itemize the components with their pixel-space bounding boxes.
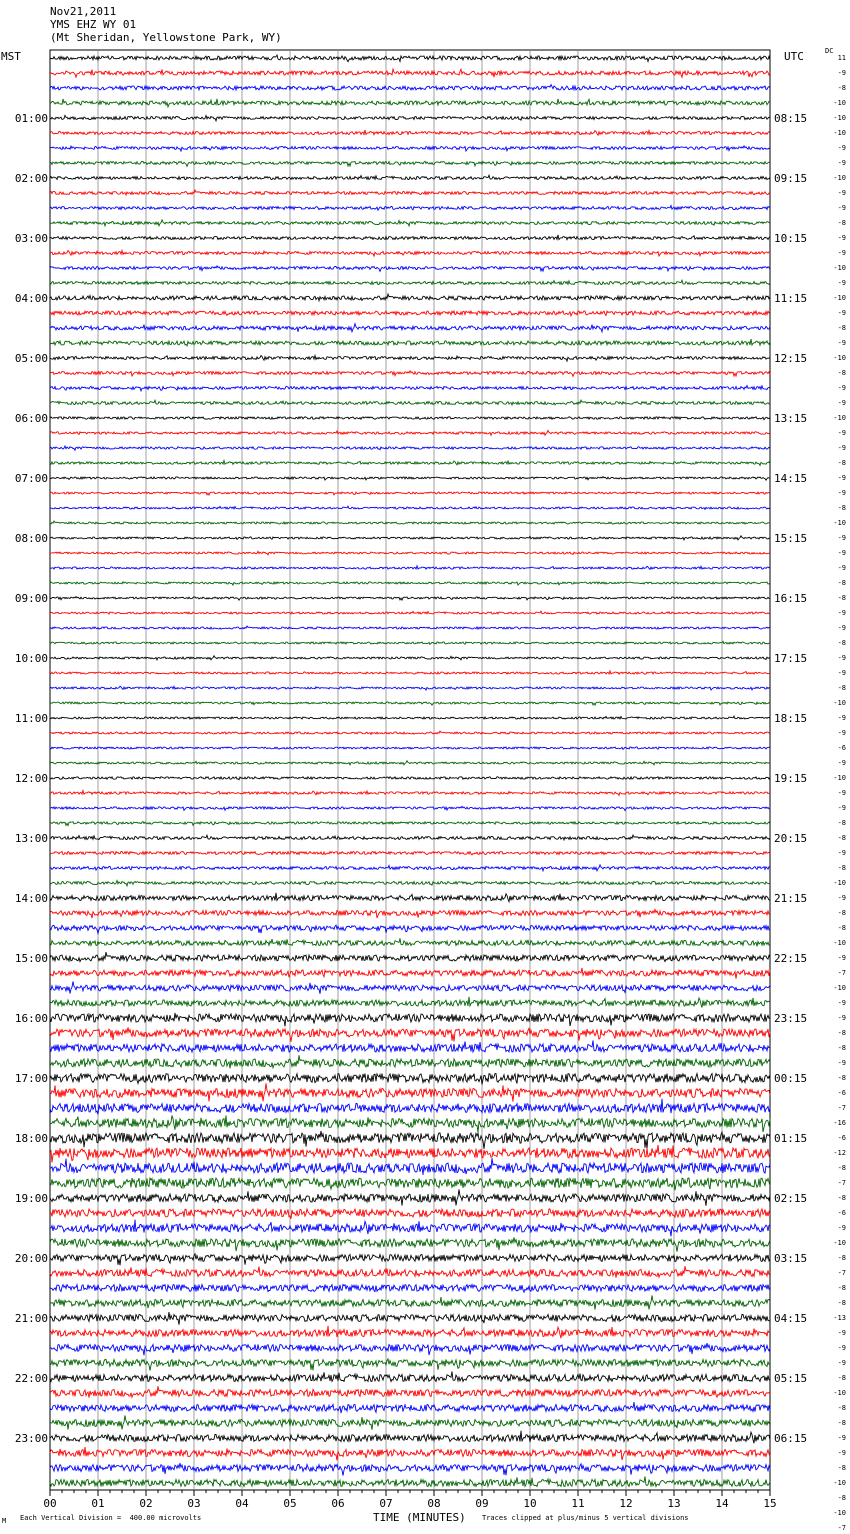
utc-hour-label: 16:15 xyxy=(774,592,808,605)
dc-offset-label: -10 xyxy=(833,1389,846,1397)
dc-offset-label: -9 xyxy=(837,669,846,677)
trace-line xyxy=(50,175,770,179)
trace-line xyxy=(50,280,770,284)
dc-offset-label: -9 xyxy=(837,1344,846,1352)
dc-offset-label: -7 xyxy=(837,1179,846,1187)
dc-offset-label: -8 xyxy=(837,1284,846,1292)
mst-hour-label: 23:00 xyxy=(14,1432,48,1445)
plot-frame xyxy=(50,50,770,1490)
dc-offset-label: -7 xyxy=(837,969,846,977)
trace-line xyxy=(50,521,770,524)
trace-line xyxy=(50,582,770,585)
dc-offset-label: -10 xyxy=(833,1479,846,1487)
dc-offset-label: -9 xyxy=(837,144,846,152)
dc-offset-label: -8 xyxy=(837,834,846,842)
dc-offset-label: -10 xyxy=(833,99,846,107)
dc-offset-label: -10 xyxy=(833,984,846,992)
dc-offset-label: -8 xyxy=(837,369,846,377)
dc-offset-label: -9 xyxy=(837,1449,846,1457)
trace-line xyxy=(50,1027,770,1041)
trace-line xyxy=(50,731,770,734)
trace-line xyxy=(50,881,770,886)
dc-offset-label: -9 xyxy=(837,534,846,542)
dc-offset-label: -9 xyxy=(837,189,846,197)
dc-offset-label: -10 xyxy=(833,1239,846,1247)
dc-offset-label: -9 xyxy=(837,759,846,767)
clip-note: Traces clipped at plus/minus 5 vertical divisions xyxy=(482,1514,689,1522)
mst-hour-label: 06:00 xyxy=(14,412,48,425)
trace-line xyxy=(50,656,770,660)
dc-offset-label: -9 xyxy=(837,714,846,722)
dc-offset-label: -9 xyxy=(837,804,846,812)
trace-line xyxy=(50,161,770,166)
dc-offset-label: -8 xyxy=(837,219,846,227)
dc-offset-label: -9 xyxy=(837,204,846,212)
trace-line xyxy=(50,1115,770,1132)
trace-line xyxy=(50,852,770,855)
dc-offset-label: -8 xyxy=(837,504,846,512)
utc-hour-label: 18:15 xyxy=(774,712,808,725)
trace-line xyxy=(50,1266,770,1278)
dc-offset-label: -9 xyxy=(837,249,846,257)
dc-offset-label: -9 xyxy=(837,654,846,662)
dc-offset-label: -9 xyxy=(837,159,846,167)
x-tick-label: 04 xyxy=(235,1497,249,1510)
mst-hour-label: 01:00 xyxy=(14,112,48,125)
mst-hour-label: 09:00 xyxy=(14,592,48,605)
trace-line xyxy=(50,1477,770,1487)
trace-line xyxy=(50,1402,770,1413)
dc-offset-label: -10 xyxy=(833,519,846,527)
trace-line xyxy=(50,446,770,450)
dc-offset-label: -10 xyxy=(833,414,846,422)
dc-offset-label: -9 xyxy=(837,309,846,317)
dc-offset-label: -8 xyxy=(837,1254,846,1262)
x-tick-label: 13 xyxy=(667,1497,681,1510)
trace-line xyxy=(50,893,770,902)
trace-line xyxy=(50,597,770,601)
trace-line xyxy=(50,1131,770,1149)
dc-offset-label: -8 xyxy=(837,579,846,587)
scale-prefix: M xyxy=(2,1517,7,1525)
dc-offset-label: -8 xyxy=(837,594,846,602)
x-tick-label: 03 xyxy=(187,1497,201,1510)
dc-offset-label: -10 xyxy=(833,264,846,272)
dc-offset-label: -9 xyxy=(837,234,846,242)
trace-line xyxy=(50,506,770,509)
dc-offset-label: -10 xyxy=(833,939,846,947)
dc-offset-label: -9 xyxy=(837,1014,846,1022)
utc-hour-label: 09:15 xyxy=(774,172,808,185)
trace-line xyxy=(50,430,770,435)
trace-line xyxy=(50,339,770,346)
trace-line xyxy=(50,822,770,826)
mst-hour-label: 21:00 xyxy=(14,1312,48,1325)
dc-offset-header: DC xyxy=(825,47,834,55)
trace-line xyxy=(50,235,770,240)
trace-line xyxy=(50,146,770,151)
utc-hour-label: 06:15 xyxy=(774,1432,808,1445)
dc-offset-label: -7 xyxy=(837,1104,846,1112)
trace-line xyxy=(50,968,770,979)
trace-line xyxy=(50,85,770,91)
dc-offset-label: -9 xyxy=(837,474,846,482)
x-tick-label: 00 xyxy=(43,1497,57,1510)
trace-line xyxy=(50,925,770,933)
dc-offset-label: -16 xyxy=(833,1119,846,1127)
mst-hour-label: 08:00 xyxy=(14,532,48,545)
x-tick-label: 08 xyxy=(427,1497,441,1510)
trace-line xyxy=(50,1343,770,1355)
x-tick-label: 09 xyxy=(475,1497,489,1510)
trace-line xyxy=(50,1237,770,1251)
utc-hour-label: 03:15 xyxy=(774,1252,808,1265)
utc-hour-label: 17:15 xyxy=(774,652,808,665)
trace-line xyxy=(50,791,770,796)
trace-line xyxy=(50,777,770,780)
utc-hour-label: 13:15 xyxy=(774,412,808,425)
trace-line xyxy=(50,1386,770,1398)
trace-line xyxy=(50,982,770,994)
trace-line xyxy=(50,611,770,614)
mst-hour-label: 17:00 xyxy=(14,1072,48,1085)
dc-offset-label: -10 xyxy=(833,294,846,302)
dc-offset-label: -8 xyxy=(837,1464,846,1472)
trace-line xyxy=(50,251,770,257)
dc-offset-label: -10 xyxy=(833,699,846,707)
trace-line xyxy=(50,1296,770,1310)
dc-offset-label: -10 xyxy=(833,354,846,362)
dc-offset-label: -10 xyxy=(833,174,846,182)
utc-hour-label: 19:15 xyxy=(774,772,808,785)
dc-offset-label: -10 xyxy=(833,879,846,887)
dc-offset-label: -9 xyxy=(837,849,846,857)
trace-line xyxy=(50,206,770,211)
dc-offset-label: -9 xyxy=(837,1359,846,1367)
trace-line xyxy=(50,1189,770,1205)
trace-line xyxy=(50,190,770,195)
x-tick-label: 14 xyxy=(715,1497,729,1510)
dc-offset-label: -9 xyxy=(837,1059,846,1067)
mst-hour-label: 13:00 xyxy=(14,832,48,845)
dc-offset-label: -8 xyxy=(837,1029,846,1037)
trace-line xyxy=(50,1074,770,1085)
utc-hour-label: 20:15 xyxy=(774,832,808,845)
dc-offset-label: -6 xyxy=(837,1089,846,1097)
mst-hour-label: 14:00 xyxy=(14,892,48,905)
mst-hour-label: 16:00 xyxy=(14,1012,48,1025)
utc-hour-label: 02:15 xyxy=(774,1192,808,1205)
dc-offset-label: -7 xyxy=(837,1524,846,1532)
trace-line xyxy=(50,1041,770,1053)
trace-line xyxy=(50,1209,770,1219)
x-tick-label: 12 xyxy=(619,1497,633,1510)
dc-offset-label: -12 xyxy=(833,1149,846,1157)
utc-hour-label: 21:15 xyxy=(774,892,808,905)
trace-line xyxy=(50,1416,770,1430)
right-timezone-label: UTC xyxy=(784,50,804,63)
dc-offset-label: -9 xyxy=(837,339,846,347)
dc-offset-label: -8 xyxy=(837,684,846,692)
dc-offset-label: -9 xyxy=(837,1329,846,1337)
utc-hour-label: 05:15 xyxy=(774,1372,808,1385)
x-tick-label: 10 xyxy=(523,1497,537,1510)
utc-hour-label: 12:15 xyxy=(774,352,808,365)
dc-offset-label: -8 xyxy=(837,1044,846,1052)
dc-offset-label: -13 xyxy=(833,1314,846,1322)
mst-hour-label: 11:00 xyxy=(14,712,48,725)
trace-line xyxy=(50,1447,770,1460)
trace-line xyxy=(50,1013,770,1026)
trace-line xyxy=(50,626,770,629)
dc-offset-label: -9 xyxy=(837,564,846,572)
dc-offset-label: -10 xyxy=(833,114,846,122)
utc-hour-label: 01:15 xyxy=(774,1132,808,1145)
dc-offset-label: -9 xyxy=(837,954,846,962)
dc-offset-label: -9 xyxy=(837,429,846,437)
dc-offset-label: -8 xyxy=(837,909,846,917)
mst-hour-label: 03:00 xyxy=(14,232,48,245)
mst-hour-label: 18:00 xyxy=(14,1132,48,1145)
left-timezone-label: MST xyxy=(1,50,21,63)
trace-line xyxy=(50,747,770,749)
mst-hour-label: 22:00 xyxy=(14,1372,48,1385)
dc-offset-label: -8 xyxy=(837,459,846,467)
x-tick-label: 06 xyxy=(331,1497,345,1510)
trace-line xyxy=(50,371,770,376)
trace-line xyxy=(50,99,770,107)
dc-offset-label: -6 xyxy=(837,744,846,752)
trace-line xyxy=(50,417,770,420)
utc-hour-label: 11:15 xyxy=(774,292,808,305)
mst-hour-label: 15:00 xyxy=(14,952,48,965)
dc-offset-label: -9 xyxy=(837,279,846,287)
mst-hour-label: 10:00 xyxy=(14,652,48,665)
dc-offset-label: -6 xyxy=(837,1209,846,1217)
dc-offset-label: -8 xyxy=(837,1494,846,1502)
trace-line xyxy=(50,806,770,810)
trace-line xyxy=(50,311,770,316)
dc-offset-label: -8 xyxy=(837,819,846,827)
chart-date: Nov21,2011 xyxy=(50,5,117,18)
dc-offset-label: -8 xyxy=(837,1194,846,1202)
dc-offset-label: -8 xyxy=(837,1074,846,1082)
trace-line xyxy=(50,702,770,706)
dc-offset-label: -10 xyxy=(833,129,846,137)
trace-line xyxy=(50,69,770,77)
trace-line xyxy=(50,324,770,332)
trace-line xyxy=(50,266,770,271)
utc-hour-label: 08:15 xyxy=(774,112,808,125)
trace-line xyxy=(50,386,770,391)
trace-line xyxy=(50,1431,770,1443)
dc-offset-label: -8 xyxy=(837,924,846,932)
trace-line xyxy=(50,1312,770,1325)
dc-offset-label: -9 xyxy=(837,729,846,737)
dc-offset-label: -8 xyxy=(837,1404,846,1412)
trace-line xyxy=(50,1055,770,1068)
dc-offset-label: -10 xyxy=(833,1509,846,1517)
trace-line xyxy=(50,1463,770,1476)
trace-line xyxy=(50,55,770,62)
trace-line xyxy=(50,952,770,962)
trace-line xyxy=(50,910,770,919)
dc-offset-label: -9 xyxy=(837,69,846,77)
dc-offset-label: -9 xyxy=(837,609,846,617)
trace-line xyxy=(50,1254,770,1265)
dc-offset-label: -9 xyxy=(837,999,846,1007)
dc-offset-label: -8 xyxy=(837,84,846,92)
mst-hour-label: 05:00 xyxy=(14,352,48,365)
trace-line xyxy=(50,220,770,226)
dc-offset-label: -9 xyxy=(837,1224,846,1232)
utc-hour-label: 00:15 xyxy=(774,1072,808,1085)
trace-line xyxy=(50,1359,770,1371)
trace-line xyxy=(50,686,770,690)
trace-line xyxy=(50,461,770,466)
station-location: (Mt Sheridan, Yellowstone Park, WY) xyxy=(50,31,282,44)
dc-offset-label: -8 xyxy=(837,864,846,872)
trace-line xyxy=(50,294,770,301)
mst-hour-label: 07:00 xyxy=(14,472,48,485)
mst-hour-label: 12:00 xyxy=(14,772,48,785)
dc-offset-label: -9 xyxy=(837,399,846,407)
trace-line xyxy=(50,1372,770,1382)
trace-line xyxy=(50,566,770,570)
dc-offset-label: -7 xyxy=(837,1269,846,1277)
utc-hour-label: 23:15 xyxy=(774,1012,808,1025)
trace-line xyxy=(50,1285,770,1293)
trace-line xyxy=(50,1099,770,1115)
utc-hour-label: 14:15 xyxy=(774,472,808,485)
trace-line xyxy=(50,492,770,495)
dc-offset-label: -8 xyxy=(837,1299,846,1307)
dc-offset-label: -9 xyxy=(837,444,846,452)
trace-line xyxy=(50,115,770,121)
dc-offset-label: -8 xyxy=(837,1164,846,1172)
x-tick-label: 02 xyxy=(139,1497,153,1510)
trace-line xyxy=(50,761,770,765)
dc-offset-label: -8 xyxy=(837,1374,846,1382)
dc-offset-label: -9 xyxy=(837,624,846,632)
trace-line xyxy=(50,865,770,871)
trace-line xyxy=(50,716,770,719)
trace-line xyxy=(50,671,770,674)
trace-line xyxy=(50,835,770,840)
trace-line xyxy=(50,536,770,540)
trace-line xyxy=(50,938,770,946)
trace-line xyxy=(50,477,770,481)
dc-offset-label: -9 xyxy=(837,489,846,497)
scale-note: Each Vertical Division = 400.00 microvolts xyxy=(20,1514,202,1522)
trace-line xyxy=(50,356,770,362)
trace-line xyxy=(50,997,770,1008)
x-axis-title: TIME (MINUTES) xyxy=(373,1511,466,1524)
mst-hour-label: 04:00 xyxy=(14,292,48,305)
mst-hour-label: 19:00 xyxy=(14,1192,48,1205)
utc-hour-label: 22:15 xyxy=(774,952,808,965)
dc-offset-label: -8 xyxy=(837,1419,846,1427)
trace-line xyxy=(50,130,770,135)
trace-line xyxy=(50,400,770,405)
dc-offset-label: -10 xyxy=(833,774,846,782)
x-tick-label: 11 xyxy=(571,1497,585,1510)
x-tick-label: 15 xyxy=(763,1497,777,1510)
trace-line xyxy=(50,1326,770,1338)
trace-line xyxy=(50,641,770,644)
dc-offset-label: -6 xyxy=(837,1134,846,1142)
station-name: YMS EHZ WY 01 xyxy=(50,18,137,31)
dc-offset-label: -9 xyxy=(837,384,846,392)
dc-offset-label: -9 xyxy=(837,549,846,557)
trace-line xyxy=(50,1178,770,1190)
x-tick-label: 05 xyxy=(283,1497,297,1510)
dc-offset-label: -9 xyxy=(837,1434,846,1442)
dc-offset-label: -9 xyxy=(837,894,846,902)
utc-hour-label: 04:15 xyxy=(774,1312,808,1325)
x-tick-label: 01 xyxy=(91,1497,105,1510)
trace-line xyxy=(50,1220,770,1237)
trace-line xyxy=(50,551,770,555)
trace-line xyxy=(50,1158,770,1175)
dc-offset-label: -8 xyxy=(837,324,846,332)
utc-hour-label: 15:15 xyxy=(774,532,808,545)
mst-hour-label: 20:00 xyxy=(14,1252,48,1265)
mst-hour-label: 02:00 xyxy=(14,172,48,185)
dc-offset-label: 11 xyxy=(837,54,846,62)
dc-offset-label: -8 xyxy=(837,639,846,647)
dc-offset-label: -9 xyxy=(837,789,846,797)
trace-line xyxy=(50,1145,770,1163)
x-tick-label: 07 xyxy=(379,1497,393,1510)
utc-hour-label: 10:15 xyxy=(774,232,808,245)
